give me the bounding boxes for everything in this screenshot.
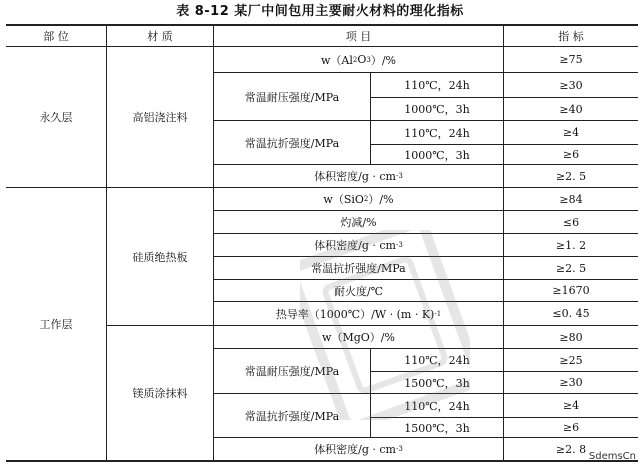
cond-al-ccs-1000: 1000℃，3h: [404, 103, 470, 116]
mg-density-sup: -3: [396, 445, 403, 453]
mg-density-label: 体积密度/g · cm: [314, 443, 396, 456]
material-alumina: 高铝浇注料: [132, 111, 188, 124]
al2o3-sub2: 3: [366, 55, 371, 64]
header-part: 部 位: [43, 30, 69, 43]
item-mg-ccs: 常温耐压强度/MPa: [244, 365, 340, 378]
watermark-seal-icon: [300, 230, 470, 420]
value-al-cms-1000: ≥6: [562, 148, 580, 161]
al2o3-label-mid: O: [357, 53, 367, 66]
item-loi: 灼减/%: [340, 216, 377, 229]
item-mg-density: [214, 438, 503, 460]
al-density-label: 体积密度/g · cm: [314, 170, 396, 183]
cond-mg-ccs-1500: 1500℃，3h: [404, 376, 470, 390]
item-sio2: [214, 188, 503, 210]
item-al-cms: 常温抗折强度/MPa: [244, 136, 340, 150]
item-si-cms: 常温抗折强度/MPa: [311, 262, 406, 275]
value-al-ccs-1000: ≥40: [559, 102, 583, 116]
header-material: 材 质: [147, 30, 173, 43]
item-refractoriness: 耐火度/℃: [333, 284, 383, 298]
cond-al-ccs-110: 110℃，24h: [404, 79, 470, 92]
item-al-density: [214, 165, 503, 187]
site-credit: SdemsCn: [588, 451, 636, 462]
value-si-density: ≥1. 2: [555, 238, 587, 252]
si-density-sup: -3: [396, 241, 403, 249]
cond-al-cms-1000: 1000℃，3h: [404, 148, 470, 162]
value-mg-ccs-110: ≥25: [559, 353, 583, 367]
value-al-cms-110: ≥4: [562, 126, 580, 139]
cond-mg-cms-1500: 1500℃，3h: [404, 421, 470, 435]
table-title: 表 8-12 某厂中间包用主要耐火材料的理化指标: [176, 4, 464, 19]
table-bottom-rule: [6, 460, 638, 462]
header-index: 指 标: [558, 30, 584, 43]
value-mg-density: ≥2. 8: [555, 442, 587, 456]
value-mg-ccs-1500: ≥30: [559, 376, 583, 389]
value-mg-cms-1500: ≥6: [562, 421, 580, 434]
cond-mg-cms-110: 110℃，24h: [404, 399, 470, 413]
item-al2o3: [214, 47, 503, 72]
material-silica: 硅质绝热板: [132, 250, 188, 264]
value-loi: ≤6: [562, 215, 580, 229]
material-magnesia: 镁质涂抹料: [132, 387, 188, 400]
al2o3-label-pre: w（Al: [320, 53, 353, 67]
value-al-ccs-110: ≥30: [559, 78, 583, 92]
cond-al-cms-110: 110℃，24h: [404, 126, 470, 140]
value-al2o3: ≥75: [559, 53, 583, 66]
al2o3-sub1: 2: [352, 55, 358, 64]
value-refractoriness: ≥1670: [552, 284, 590, 297]
al-density-sup: -3: [396, 172, 403, 180]
header-item: 项 目: [345, 30, 372, 43]
tc-label: 热导率（1000℃）/W · (m · K): [275, 307, 435, 321]
tc-sup: -1: [434, 309, 442, 318]
sio2-label-pre: w（SiO: [323, 193, 364, 206]
value-thermal-conductivity: ≤0. 45: [552, 307, 590, 320]
value-mg-cms-110: ≥4: [562, 399, 580, 412]
cond-mg-ccs-110: 110℃，24h: [404, 354, 470, 367]
si-density-label: 体积密度/g · cm: [314, 239, 396, 252]
al2o3-label-post: ）/%: [370, 53, 397, 67]
part-permanent: 永久层: [39, 111, 73, 124]
value-mgo: ≥80: [559, 330, 583, 344]
item-mg-cms: 常温抗折强度/MPa: [244, 409, 340, 423]
item-al-ccs: 常温耐压强度/MPa: [244, 90, 340, 104]
item-mgo: w（MgO）/%: [322, 331, 395, 344]
part-working: 工作层: [39, 318, 73, 331]
value-sio2: ≥84: [559, 192, 583, 206]
value-si-cms: ≥2. 5: [555, 261, 587, 275]
value-al-density: ≥2. 5: [555, 169, 587, 183]
sio2-label-post: ）/%: [368, 193, 394, 206]
sio2-sub1: 2: [363, 195, 369, 203]
